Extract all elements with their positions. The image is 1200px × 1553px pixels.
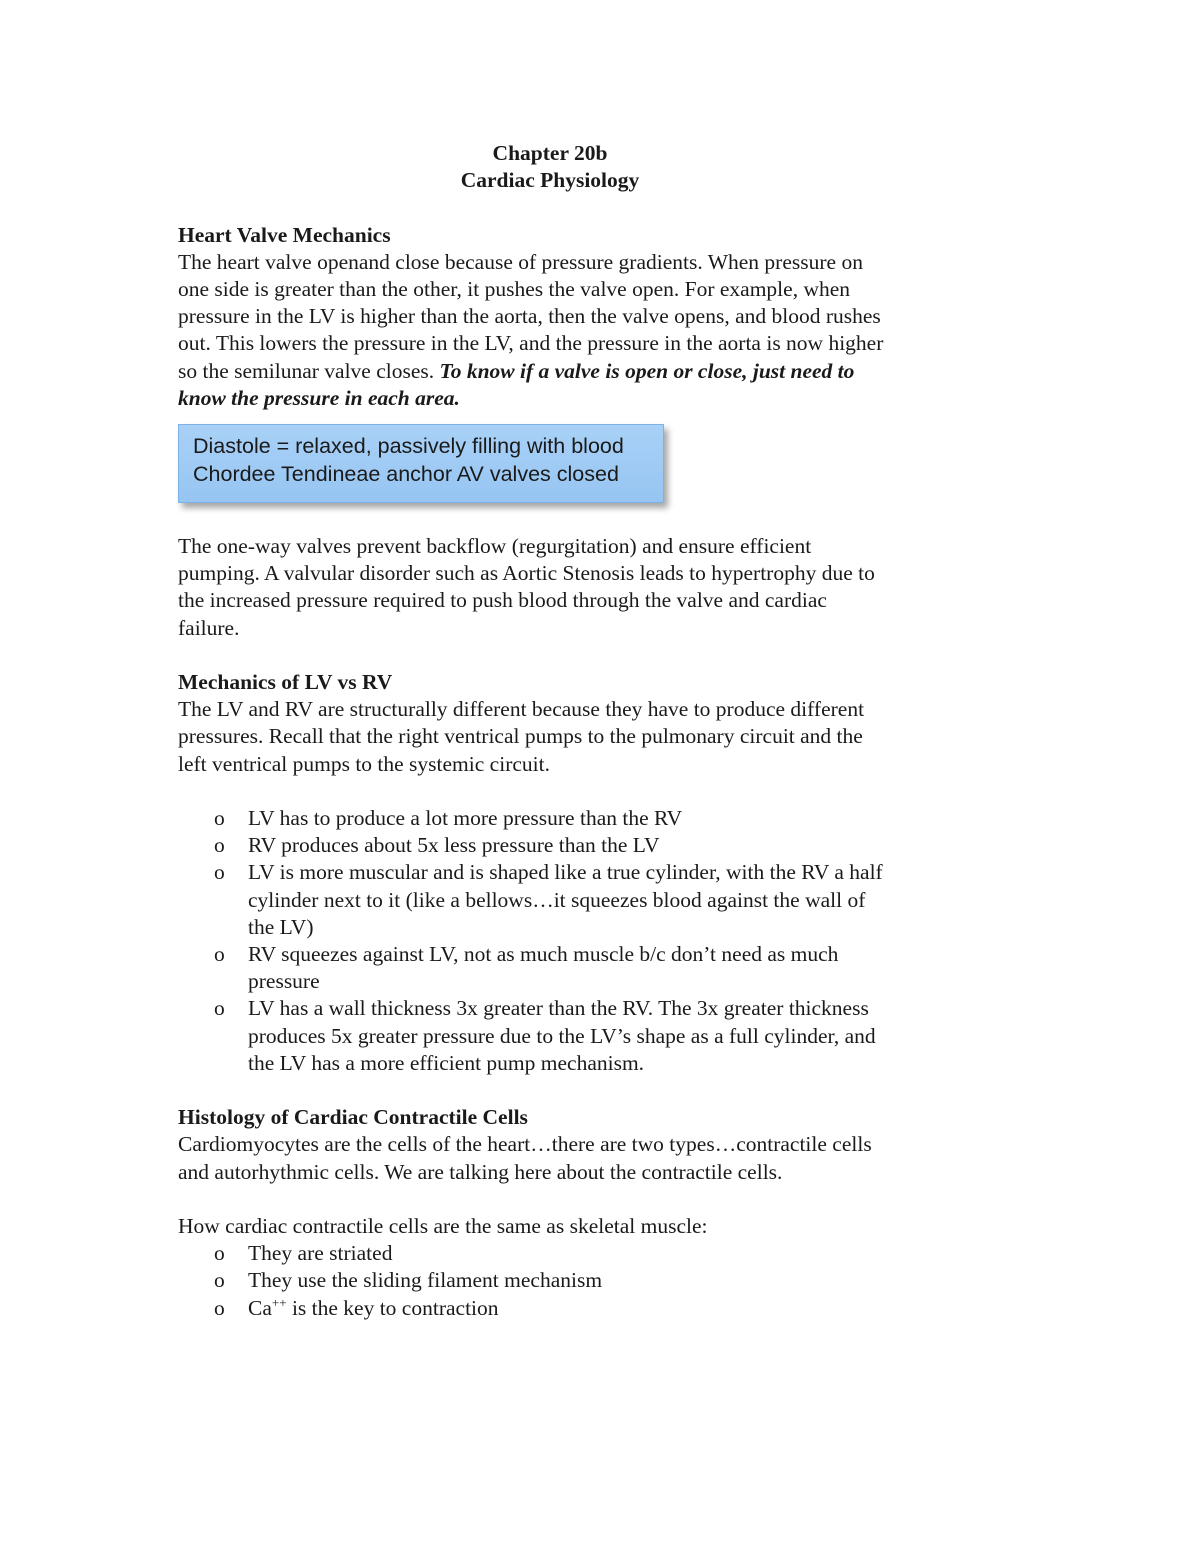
chapter-subject: Cardiac Physiology	[460, 168, 640, 193]
bullet-marker: o	[214, 996, 225, 1021]
paragraph-lv-rv: The LV and RV are structurally different because they have to produce different pressures. Recall that the right ventrical pumps to the pulmonary circuit and the left ventrical pumps to the systemic circuit.	[178, 697, 865, 776]
list-item	[178, 832, 888, 859]
callout-box	[178, 424, 664, 503]
paragraph-heart-valve-emphasis: To know if a valve is open or close, just need to know the pressure in each area.	[178, 358, 855, 410]
callout-line-diastole: Diastole = relaxed, passively filling with blood	[193, 434, 624, 459]
list-item	[178, 1295, 888, 1322]
list-item-text: They are striated	[248, 1241, 393, 1266]
paragraph-heart-valve-text: The heart valve openand close because of pressure gradients. When pressure on one side is greater than the other, it pushes the valve open. For example, when pressure in the LV is higher than the aorta, then the valve opens, and blood rushes out. This lowers the pressure in the LV, and the pressure in the aorta is now higher so the semilunar valve closes.	[178, 249, 884, 383]
lv-rv-bullet-list	[178, 805, 888, 1077]
bullet-marker: o	[214, 1268, 225, 1293]
paragraph-heart-valve	[178, 249, 888, 412]
list-item	[178, 1267, 888, 1294]
callout-line-chordae: Chordee Tendineae anchor AV valves closed	[193, 462, 619, 487]
bullet-marker: o	[214, 860, 225, 885]
list-item	[178, 1240, 888, 1267]
chapter-title: Chapter 20b	[492, 141, 608, 165]
paragraph-one-way-valves: The one-way valves prevent backflow (regurgitation) and ensure efficient pumping. A valvular disorder such as Aortic Stenosis leads to hypertrophy due to the increased pressure required to push blood through the valve and cardiac failure.	[178, 534, 875, 640]
bullet-marker: o	[214, 1295, 225, 1320]
list-item-text	[248, 1296, 499, 1320]
title-block	[178, 140, 922, 194]
heading-histology: Histology of Cardiac Contractile Cells	[178, 1105, 528, 1130]
list-item-text: LV is more muscular and is shaped like a true cylinder, with the RV a half cylinder next to it (like a bellows…it squeezes blood against the wall of the LV)	[248, 860, 883, 939]
list-item	[178, 859, 888, 941]
list-item-text: LV has a wall thickness 3x greater than the RV. The 3x greater thickness produces 5x greater pressure due to the LV’s shape as a full cylinder, and the LV has a more efficient pump mechanism.	[248, 996, 876, 1075]
bullet-marker: o	[214, 833, 225, 858]
paragraph-histology: Cardiomyocytes are the cells of the heart…there are two types…contractile cells and autorhythmic cells. We are talking here about the contractile cells.	[178, 1132, 872, 1184]
list-item-text: RV produces about 5x less pressure than the LV	[248, 833, 660, 858]
list-item	[178, 941, 888, 995]
calcium-symbol: Ca	[248, 1295, 272, 1320]
bullet-marker: o	[214, 1241, 225, 1266]
calcium-text: is the key to contraction	[286, 1295, 499, 1320]
paragraph-same-as-skeletal: How cardiac contractile cells are the same as skeletal muscle:	[178, 1214, 708, 1239]
bullet-marker: o	[214, 942, 225, 967]
list-item-text: They use the sliding filament mechanism	[248, 1268, 603, 1293]
document-page	[178, 140, 888, 1322]
skeletal-similarity-list	[178, 1240, 888, 1322]
list-item-text: RV squeezes against LV, not as much muscle b/c don’t need as much pressure	[248, 942, 839, 994]
heading-heart-valve-mechanics: Heart Valve Mechanics	[178, 222, 391, 247]
calcium-charge: ++	[271, 1294, 287, 1310]
list-item	[178, 995, 888, 1077]
heading-lv-vs-rv: Mechanics of LV vs RV	[178, 670, 393, 695]
list-item	[178, 805, 888, 832]
bullet-marker: o	[214, 806, 225, 831]
list-item-text: LV has to produce a lot more pressure than the RV	[248, 806, 683, 831]
